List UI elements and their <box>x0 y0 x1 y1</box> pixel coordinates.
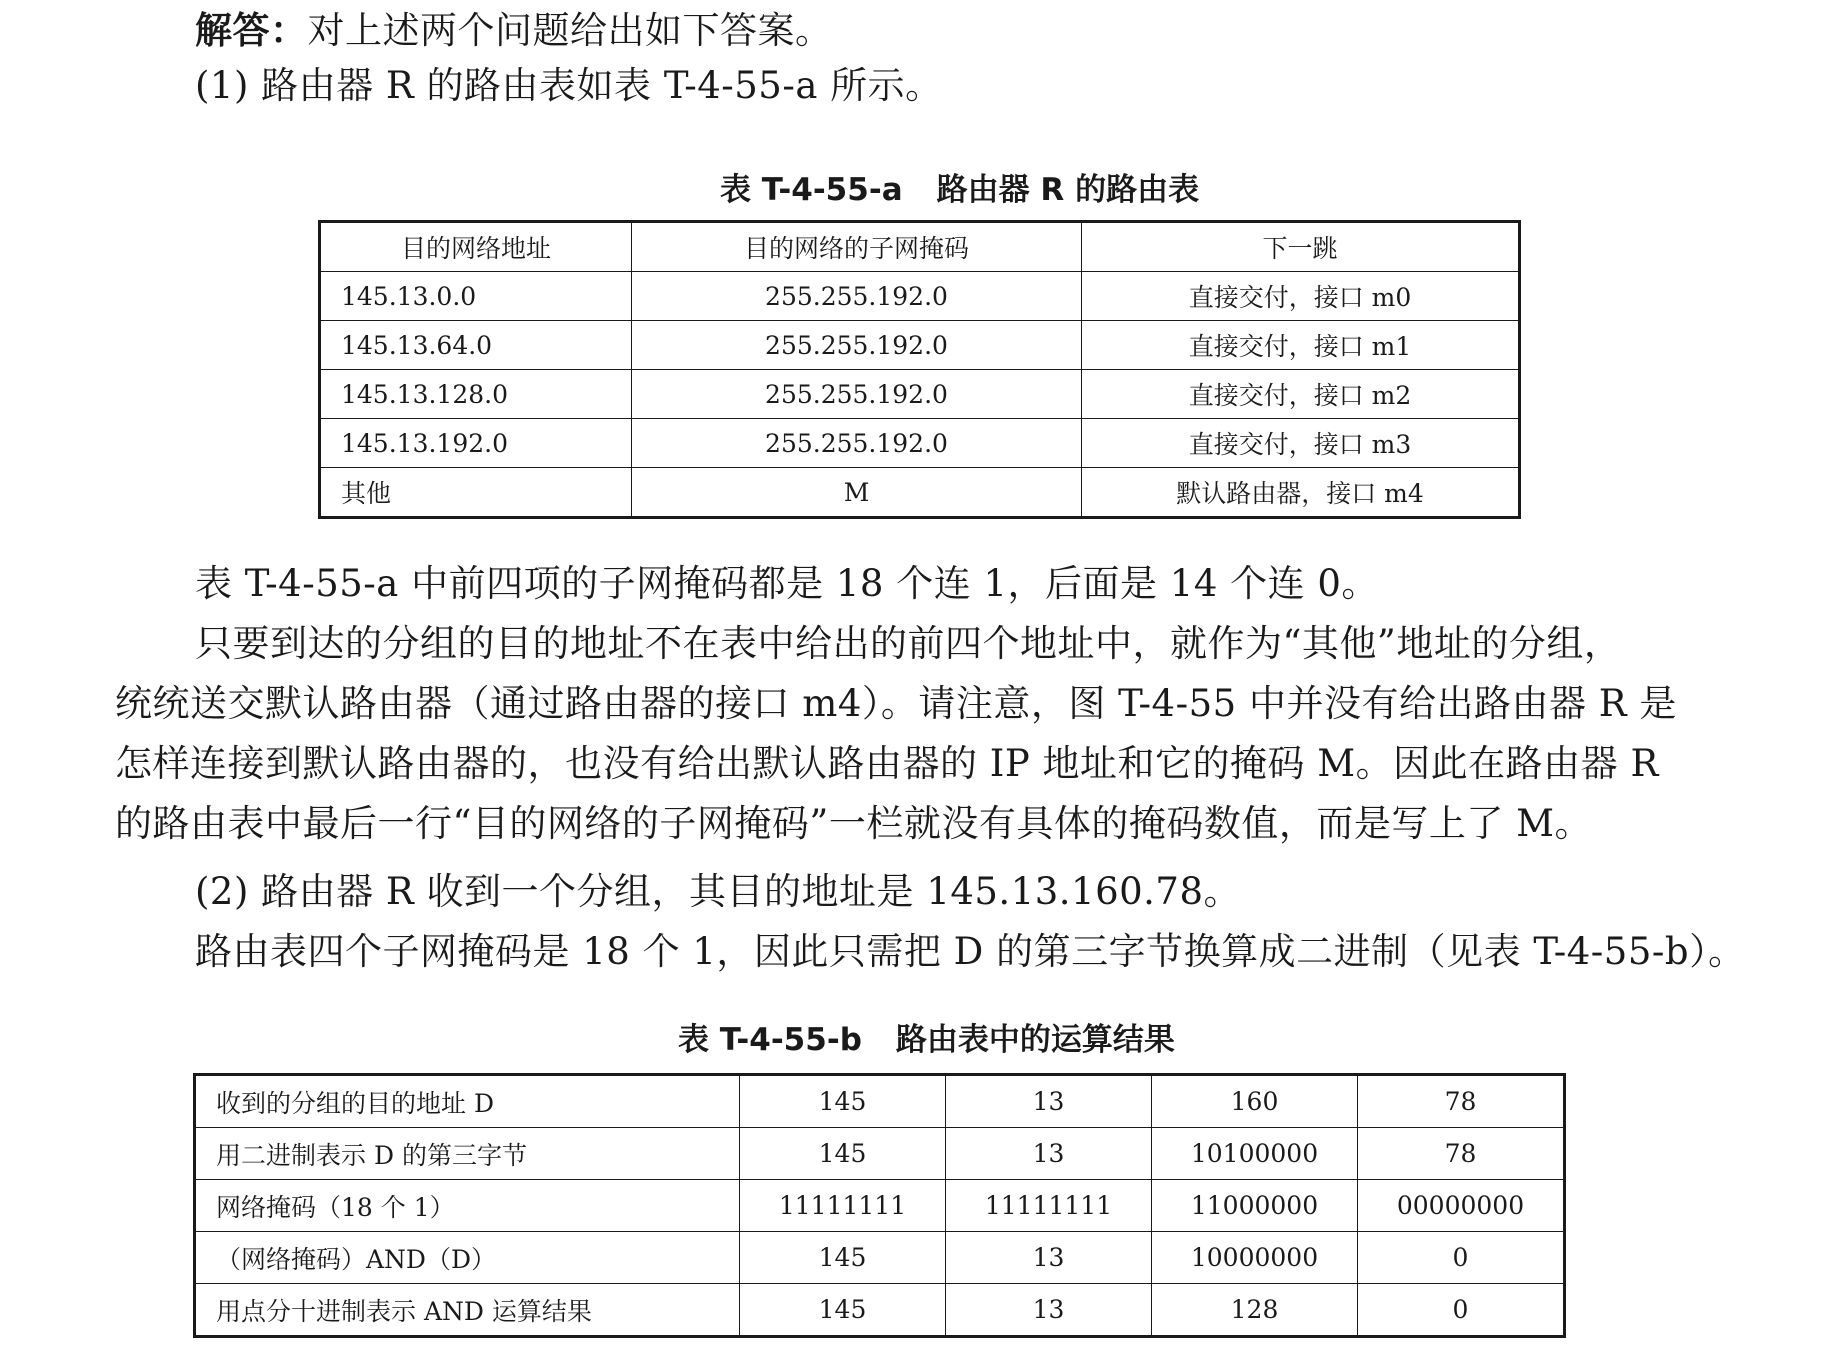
table-cell: （网络掩码）AND（D） <box>195 1232 740 1284</box>
table-a-caption-num: 表 T-4-55-a <box>720 172 903 208</box>
table-cell: 00000000 <box>1358 1180 1565 1232</box>
header-cell: 目的网络的子网掩码 <box>632 222 1082 272</box>
header-cell: 下一跳 <box>1082 222 1520 272</box>
paragraph-2-line-4: 的路由表中最后一行“目的网络的子网掩码”一栏就没有具体的掩码数值，而是写上了 M。 <box>115 802 1592 845</box>
table-cell: 网络掩码（18 个 1） <box>195 1180 740 1232</box>
table-cell: 255.255.192.0 <box>632 321 1082 370</box>
paragraph-2-line-2: 统统送交默认路由器（通过路由器的接口 m4）。请注意，图 T-4-55 中并没有给出路由器 R 是 <box>115 682 1677 725</box>
table-cell: 直接交付，接口 m2 <box>1082 370 1520 419</box>
table-cell: 255.255.192.0 <box>632 272 1082 321</box>
table-b-caption <box>678 1022 1175 1058</box>
table-cell: 13 <box>946 1075 1152 1128</box>
table-cell: 13 <box>946 1128 1152 1180</box>
table-cell: 用点分十进制表示 AND 运算结果 <box>195 1284 740 1337</box>
table-cell: 145.13.128.0 <box>320 370 632 419</box>
answer-line <box>195 8 833 53</box>
answer-label: 解答： <box>195 8 308 52</box>
paragraph-1: 表 T-4-55-a 中前四项的子网掩码都是 18 个连 1，后面是 14 个连 0。 <box>195 562 1379 605</box>
table-cell: 默认路由器，接口 m4 <box>1082 468 1520 518</box>
table-row <box>320 419 1520 468</box>
table-cell: 145 <box>740 1232 946 1284</box>
table-cell: 128 <box>1152 1284 1358 1337</box>
table-cell: 10000000 <box>1152 1232 1358 1284</box>
table-cell: 10100000 <box>1152 1128 1358 1180</box>
table-cell: 160 <box>1152 1075 1358 1128</box>
table-cell: 其他 <box>320 468 632 518</box>
table-row <box>195 1284 1565 1337</box>
table-cell: 0 <box>1358 1232 1565 1284</box>
table-row <box>320 468 1520 518</box>
table-cell: 0 <box>1358 1284 1565 1337</box>
table-cell: 255.255.192.0 <box>632 419 1082 468</box>
paragraph-2-line-3: 怎样连接到默认路由器的，也没有给出默认路由器的 IP 地址和它的掩码 M。因此在路由器 R <box>115 742 1659 785</box>
table-row <box>195 1128 1565 1180</box>
table-cell: 13 <box>946 1232 1152 1284</box>
table-cell: M <box>632 468 1082 518</box>
routing-table <box>318 220 1521 519</box>
table-row <box>195 1180 1565 1232</box>
table-cell: 直接交付，接口 m1 <box>1082 321 1520 370</box>
table-b-caption-title: 路由表中的运算结果 <box>895 1022 1175 1058</box>
answer-text: 对上述两个问题给出如下答案。 <box>307 9 833 52</box>
table-cell: 255.255.192.0 <box>632 370 1082 419</box>
table-cell: 78 <box>1358 1075 1565 1128</box>
table-cell: 145 <box>740 1284 946 1337</box>
table-cell: 145 <box>740 1075 946 1128</box>
table-a-caption <box>720 172 1199 208</box>
table-row <box>320 222 1520 272</box>
paragraph-3: 路由表四个子网掩码是 18 个 1，因此只需把 D 的第三字节换算成二进制（见表 T-4-55-b）。 <box>195 930 1746 973</box>
calculation-table <box>193 1073 1566 1338</box>
table-cell: 直接交付，接口 m3 <box>1082 419 1520 468</box>
header-cell: 目的网络地址 <box>320 222 632 272</box>
table-cell: 11111111 <box>740 1180 946 1232</box>
table-a-caption-title: 路由器 R 的路由表 <box>936 172 1200 208</box>
table-row <box>320 272 1520 321</box>
table-row <box>195 1232 1565 1284</box>
paragraph-2-line-1: 只要到达的分组的目的地址不在表中给出的前四个地址中，就作为“其他”地址的分组， <box>195 622 1622 665</box>
part1-line: (1) 路由器 R 的路由表如表 T-4-55-a 所示。 <box>195 64 943 107</box>
table-cell: 收到的分组的目的地址 D <box>195 1075 740 1128</box>
table-row <box>195 1075 1565 1128</box>
table-cell: 用二进制表示 D 的第三字节 <box>195 1128 740 1180</box>
table-cell: 直接交付，接口 m0 <box>1082 272 1520 321</box>
table-row <box>320 321 1520 370</box>
table-cell: 145.13.64.0 <box>320 321 632 370</box>
table-cell: 11111111 <box>946 1180 1152 1232</box>
table-cell: 145 <box>740 1128 946 1180</box>
table-cell: 13 <box>946 1284 1152 1337</box>
table-cell: 11000000 <box>1152 1180 1358 1232</box>
table-row <box>320 370 1520 419</box>
table-b-caption-num: 表 T-4-55-b <box>678 1022 862 1058</box>
table-cell: 145.13.192.0 <box>320 419 632 468</box>
table-cell: 145.13.0.0 <box>320 272 632 321</box>
part2-line: (2) 路由器 R 收到一个分组，其目的地址是 145.13.160.78。 <box>195 870 1242 913</box>
table-cell: 78 <box>1358 1128 1565 1180</box>
